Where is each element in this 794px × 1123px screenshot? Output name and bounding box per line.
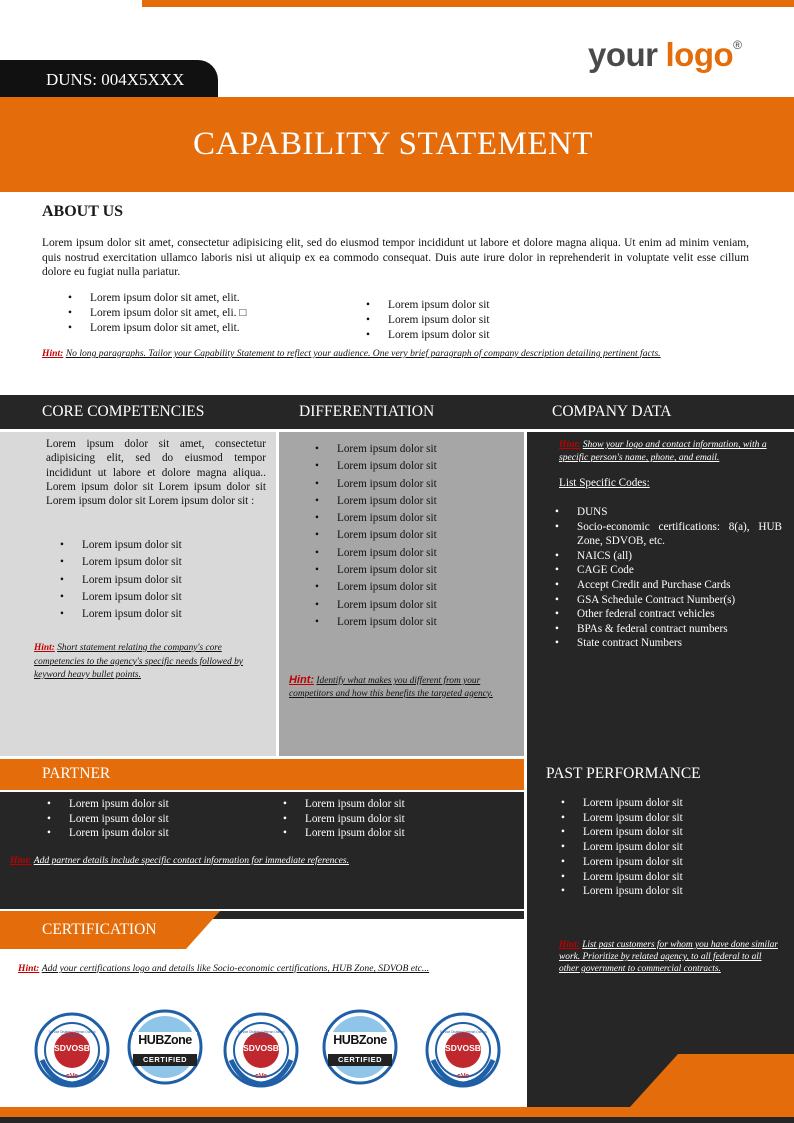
hubzone-badge — [322, 1009, 398, 1085]
list-item: • Lorem ipsum dolor sit — [583, 855, 683, 870]
list-item: • Lorem ipsum dolor sit — [388, 328, 490, 343]
list-item: • Lorem ipsum dolor sit — [583, 811, 683, 826]
list-item: • Lorem ipsum dolor sit — [337, 545, 437, 562]
hint-label: Hint: — [42, 348, 64, 359]
bottom-orange-bar — [0, 1107, 794, 1117]
list-item: • Lorem ipsum dolor sit — [388, 298, 490, 313]
badge-ring-text: Service Disabled Veteran Owned Small Business — [48, 1030, 96, 1038]
list-item: • Lorem ipsum dolor sit — [82, 537, 182, 554]
partner-list-left — [69, 797, 169, 841]
list-item: • Lorem ipsum dolor sit — [337, 562, 437, 579]
company-hint — [559, 438, 781, 464]
about-hint — [42, 348, 762, 359]
list-item: • Socio-economic certifications: 8(a), HUB Zone, SDVOB, etc. — [577, 520, 782, 549]
differentiation-heading: DIFFERENTIATION — [299, 403, 435, 420]
list-item: • Lorem ipsum dolor sit — [337, 579, 437, 596]
certification-heading: CERTIFICATION — [42, 921, 157, 938]
list-item: • DUNS — [577, 505, 782, 520]
list-item: • Lorem ipsum dolor sit amet, eli. □ — [90, 306, 246, 321]
badge-foot-text: cVe — [65, 1073, 79, 1080]
hint-label: Hint: — [289, 674, 315, 686]
company-codes-list — [577, 505, 782, 651]
list-item: • Lorem ipsum dolor sit — [583, 796, 683, 811]
badge-foot-text: cVe — [254, 1073, 268, 1080]
list-item: • Lorem ipsum dolor sit amet, elit. — [90, 291, 246, 306]
hint-text: Add partner details include specific contact information for immediate references. — [33, 855, 350, 866]
about-heading: ABOUT US — [42, 203, 124, 220]
list-item: • Lorem ipsum dolor sit — [82, 554, 182, 571]
list-item: • Lorem ipsum dolor sit — [305, 826, 405, 841]
top-orange-bar — [142, 0, 794, 7]
past-heading: PAST PERFORMANCE — [546, 765, 701, 782]
list-item: • Lorem ipsum dolor sit — [82, 572, 182, 589]
list-item: • Lorem ipsum dolor sit — [337, 493, 437, 510]
list-item: • Accept Credit and Purchase Cards — [577, 578, 782, 593]
badge-center-text: SDVOSB — [445, 1043, 481, 1053]
logo-registered: ® — [733, 38, 743, 52]
list-item: • CAGE Code — [577, 563, 782, 578]
about-paragraph: Lorem ipsum dolor sit amet, consectetur adipisicing elit, sed do eiusmod tempor incididunt ut labore et dolore magna aliqua. Ut enim ad minim veniam, quis nostrud exercitation ullamco laboris nisi ut aliquip ex ea commodo consequat. Duis aute irure dolor in reprehenderit in voluptate velit esse cillum dolore eu fugiat nulla pariatur. — [42, 237, 749, 278]
sdvosb-badge — [223, 1012, 299, 1088]
list-item: • Lorem ipsum dolor sit — [337, 458, 437, 475]
hint-text: List past customers for whom you have done similar work. Prioritize by related agency, to all federal to all other government to commercial contracts. — [559, 940, 779, 974]
badge-top-text: HUBZone — [138, 1033, 192, 1047]
list-item: • NAICS (all) — [577, 549, 782, 564]
core-paragraph: Lorem ipsum dolor sit amet, consectetur adipisicing elit, sed do eiusmod tempor incididunt ut labore et dolore magna aliqua.. Lorem ipsum dolor sit Lorem ipsum dolor sit Lorem ipsum dolor sit Lorem ipsum dolor sit : — [46, 438, 266, 508]
partner-hint — [10, 855, 520, 866]
list-item: • Other federal contract vehicles — [577, 607, 782, 622]
badge-ring-text: Service Disabled Veteran Owned Small Business — [237, 1030, 285, 1038]
hint-label: Hint: — [34, 643, 55, 653]
core-heading: CORE COMPETENCIES — [42, 403, 205, 420]
past-list — [583, 796, 683, 899]
badge-center-text: SDVOSB — [243, 1043, 279, 1053]
list-item: • Lorem ipsum dolor sit — [583, 825, 683, 840]
corner-decoration — [630, 1054, 794, 1107]
about-list-right — [388, 298, 490, 343]
list-item: • BPAs & federal contract numbers — [577, 622, 782, 637]
hint-text: Short statement relating the company's core competencies to the agency's specific needs followed by keyword heavy bullet points. — [34, 643, 243, 680]
codes-label: List Specific Codes: — [559, 477, 650, 489]
badge-foot-text: cVe — [456, 1073, 470, 1080]
list-item: • State contract Numbers — [577, 636, 782, 651]
hint-text: No long paragraphs. Tailor your Capability Statement to reflect your audience. One very brief paragraph of company description detailing pertinent facts. — [65, 348, 661, 359]
list-item: • Lorem ipsum dolor sit — [583, 884, 683, 899]
badge-ring-text: Service Disabled Veteran Owned Small Business — [439, 1030, 487, 1038]
list-item: • Lorem ipsum dolor sit — [82, 589, 182, 606]
core-list — [82, 537, 182, 623]
badge-bottom-text: CERTIFIED — [142, 1055, 188, 1064]
list-item: • GSA Schedule Contract Number(s) — [577, 593, 782, 608]
list-item: • Lorem ipsum dolor sit — [388, 313, 490, 328]
list-item: • Lorem ipsum dolor sit — [69, 826, 169, 841]
badge-center-text: SDVOSB — [54, 1043, 90, 1053]
badge-top-text: HUBZone — [333, 1033, 387, 1047]
partner-list-right — [305, 797, 405, 841]
hint-label: Hint: — [559, 940, 580, 950]
logo-your: your — [588, 36, 658, 73]
hint-label: Hint: — [10, 855, 32, 866]
company-heading: COMPANY DATA — [552, 403, 672, 420]
logo-logo: logo — [665, 36, 734, 73]
page-title: CAPABILITY STATEMENT — [192, 126, 593, 162]
hint-text: Show your logo and contact information, with a specific person's name, phone, and email. — [559, 439, 767, 463]
list-item: • Lorem ipsum dolor sit — [583, 840, 683, 855]
badge-bottom-text: CERTIFIED — [337, 1055, 383, 1064]
certification-hint — [18, 963, 518, 974]
sdvosb-badge — [425, 1012, 501, 1088]
list-item: • Lorem ipsum dolor sit — [337, 527, 437, 544]
past-hint — [559, 939, 779, 975]
list-item: • Lorem ipsum dolor sit — [69, 812, 169, 827]
hint-label: Hint: — [559, 439, 581, 450]
list-item: • Lorem ipsum dolor sit — [337, 614, 437, 631]
bottom-dark-bar — [0, 1117, 794, 1123]
list-item: • Lorem ipsum dolor sit — [337, 510, 437, 527]
hint-text: Identify what makes you different from your competitors and how this benefits the targeted agency. — [289, 676, 493, 699]
about-list-left — [90, 291, 246, 336]
differentiation-hint — [289, 674, 517, 700]
hint-text: Add your certifications logo and details like Socio-economic certifications, HUB Zone, SDVOB etc... — [41, 963, 430, 974]
list-item: • Lorem ipsum dolor sit — [337, 476, 437, 493]
list-item: • Lorem ipsum dolor sit — [305, 812, 405, 827]
logo — [588, 36, 742, 80]
list-item: • Lorem ipsum dolor sit — [583, 870, 683, 885]
list-item: • Lorem ipsum dolor sit amet, elit. — [90, 321, 246, 336]
list-item: • Lorem ipsum dolor sit — [337, 597, 437, 614]
list-item: • Lorem ipsum dolor sit — [69, 797, 169, 812]
list-item: • Lorem ipsum dolor sit — [305, 797, 405, 812]
partner-heading: PARTNER — [42, 765, 111, 782]
sdvosb-badge — [34, 1012, 110, 1088]
list-item: • Lorem ipsum dolor sit — [337, 441, 437, 458]
core-hint — [34, 642, 266, 683]
duns-label: DUNS: 004X5XXX — [46, 70, 185, 89]
list-item: • Lorem ipsum dolor sit — [82, 606, 182, 623]
hint-label: Hint: — [18, 963, 40, 974]
hubzone-badge — [127, 1009, 203, 1085]
differentiation-list — [337, 441, 437, 631]
